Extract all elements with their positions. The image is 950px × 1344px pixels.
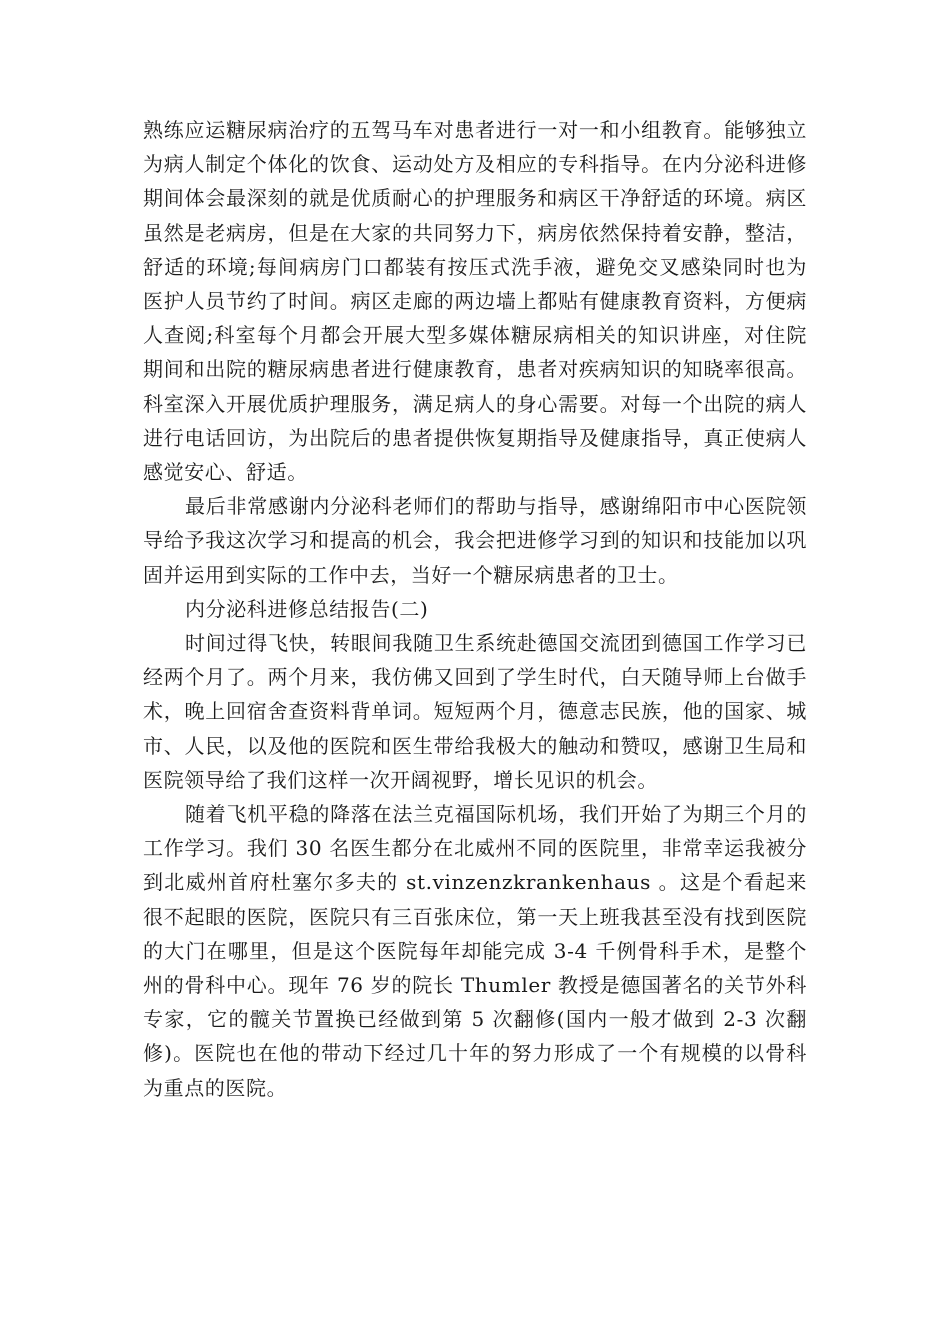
paragraph-germany-intro: 时间过得飞快，转眼间我随卫生系统赴德国交流团到德国工作学习已经两个月了。两个月来，我仿佛又回到了学生时代，白天随导师上台做手术，晚上回宿舍查资料背单词。短短两个月，德意志民族，他的国家、城市、人民，以及他的医院和医生带给我极大的触动和赞叹，感谢卫生局和医院领导给了我们这样一次开阔视野，增长见识的机会。	[143, 631, 807, 792]
document-page	[143, 113, 807, 1105]
section-heading: 内分泌科进修总结报告(二)	[185, 596, 429, 621]
paragraph-hospital-description: 随着飞机平稳的降落在法兰克福国际机场，我们开始了为期三个月的工作学习。我们 30 名医生都分在北威州不同的医院里，非常幸运我被分到北威州首府杜塞尔多夫的 st.vinzenzkrankenhaus 。这是个看起来很不起眼的医院，医院只有三百张床位，第一天上班我甚至没有找到医院的大门在哪里，但是这个医院每年却能完成 3-4 千例骨科手术，是整个州的骨科中心。现年 76 岁的院长 Thumler 教授是德国著名的关节外科专家，它的髋关节置换已经做到第 5 次翻修(国内一般才做到 2-3 次翻修)。医院也在他的带动下经过几十年的努力形成了一个有规模的以骨科为重点的医院。	[143, 802, 807, 1100]
paragraph-diabetes-education: 熟练应运糖尿病治疗的五驾马车对患者进行一对一和小组教育。能够独立为病人制定个体化的饮食、运动处方及相应的专科指导。在内分泌科进修期间体会最深刻的就是优质耐心的护理服务和病区干净舒适的环境。病区虽然是老病房，但是在大家的共同努力下，病房依然保持着安静，整洁，舒适的环境;每间病房门口都装有按压式洗手液，避免交叉感染同时也为医护人员节约了时间。病区走廊的两边墙上都贴有健康教育资料，方便病人查阅;科室每个月都会开展大型多媒体糖尿病相关的知识讲座，对住院期间和出院的糖尿病患者进行健康教育，患者对疾病知识的知晓率很高。科室深入开展优质护理服务，满足病人的身心需要。对每一个出院的病人进行电话回访，为出院后的患者提供恢复期指导及健康指导，真正使病人感觉安心、舒适。	[143, 118, 807, 485]
paragraph-thanks: 最后非常感谢内分泌科老师们的帮助与指导，感谢绵阳市中心医院领导给予我这次学习和提高的机会，我会把进修学习到的知识和技能加以巩固并运用到实际的工作中去，当好一个糖尿病患者的卫士。	[143, 494, 807, 587]
